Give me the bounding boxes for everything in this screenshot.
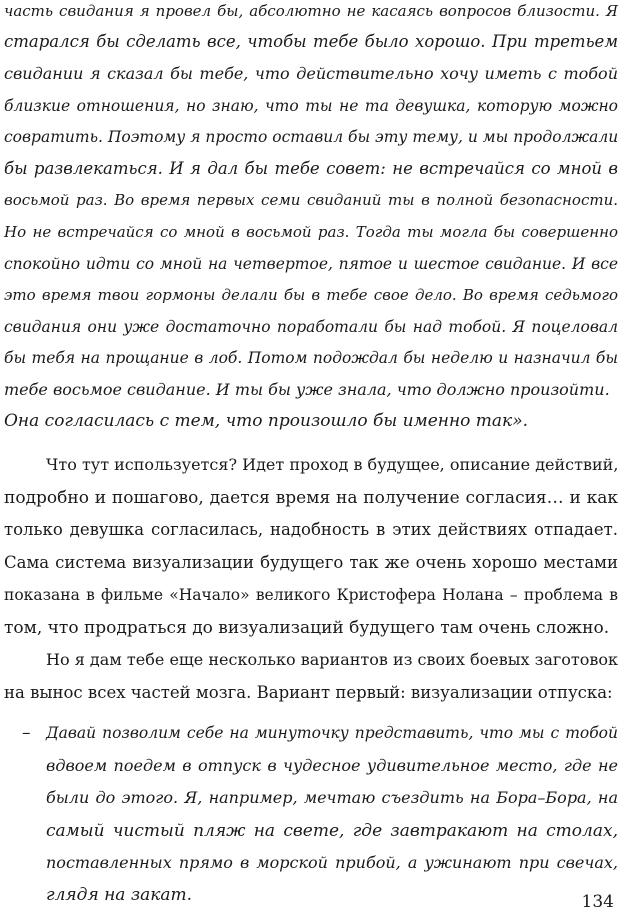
quote-line: это время твои гормоны делали бы в тебе свое дело. Во время седьмого <box>4 286 618 304</box>
quote-line: старался бы сделать все, чтобы тебе было хорошо. При третьем <box>4 32 618 51</box>
list-line: самый чистый пляж на свете, где завтракают на столах, <box>46 821 618 841</box>
list-line: Давай позволим себе на минуточку представить, что мы с тобой <box>46 724 618 742</box>
quote-line: свидания они уже достаточно поработали бы над тобой. Я поцеловал <box>4 318 618 336</box>
quote-line: спокойно идти со мной на четвертое, пятое и шестое свидание. И все <box>4 255 618 273</box>
list-dash: – <box>22 723 31 743</box>
paragraph-line: Сама система визуализации будущего так же очень хорошо местами <box>4 553 618 572</box>
quote-line: бы тебя на прощание в лоб. Потом подождал бы неделю и назначил бы <box>4 349 618 367</box>
quote-line: тебе восьмое свидание. И ты бы уже знала, что должно произойти. <box>4 380 610 399</box>
quote-line: совратить. Поэтому я просто оставил бы эту тему, и мы продолжали <box>4 128 619 146</box>
quote-line: часть свидания я провел бы, абсолютно не касаясь вопросов близости. Я <box>4 2 618 20</box>
quote-line: Она согласилась с тем, что произошло бы именно так». <box>4 411 528 431</box>
quote-line: восьмой раз. Во время первых семи свиданий ты в полной безопасности. <box>4 191 618 209</box>
list-line: поставленных прямо в морской прибой, а ужинают при свечах, <box>46 853 618 872</box>
quote-line: близкие отношения, но знаю, что ты не та девушка, которую можно <box>4 97 618 115</box>
paragraph-line: на вынос всех частей мозга. Вариант первый: визуализации отпуска: <box>4 683 613 702</box>
list-line: вдвоем поедем в отпуск в чудесное удивительное место, где не <box>46 756 618 775</box>
paragraph-line: Что тут используется? Идет проход в будущее, описание действий, <box>46 455 619 474</box>
paragraph-line: показана в фильме «Начало» великого Кристофера Нолана – проблема в <box>4 586 618 604</box>
paragraph-line: том, что продраться до визуализаций будущего там очень сложно. <box>4 618 610 638</box>
paragraph-line: только девушка согласилась, надобность в этих действиях отпадает. <box>4 520 618 539</box>
list-line: глядя на закат. <box>46 885 193 905</box>
quote-line: бы развлекаться. И я дал бы тебе совет: не встречайся со мной в <box>4 159 618 178</box>
list-line: были до этого. Я, например, мечтаю съездить на Бора–Бора, на <box>46 788 618 807</box>
quote-line: свидании я сказал бы тебе, что действительно хочу иметь с тобой <box>4 64 618 83</box>
quote-line: Но не встречайся со мной в восьмой раз. Тогда ты могла бы совершенно <box>4 223 618 241</box>
page-number: 134 <box>581 892 614 912</box>
paragraph-line: Но я дам тебе еще несколько вариантов из своих боевых заготовок <box>46 650 618 669</box>
paragraph-line: подробно и пошагово, дается время на получение согласия… и как <box>4 488 618 508</box>
